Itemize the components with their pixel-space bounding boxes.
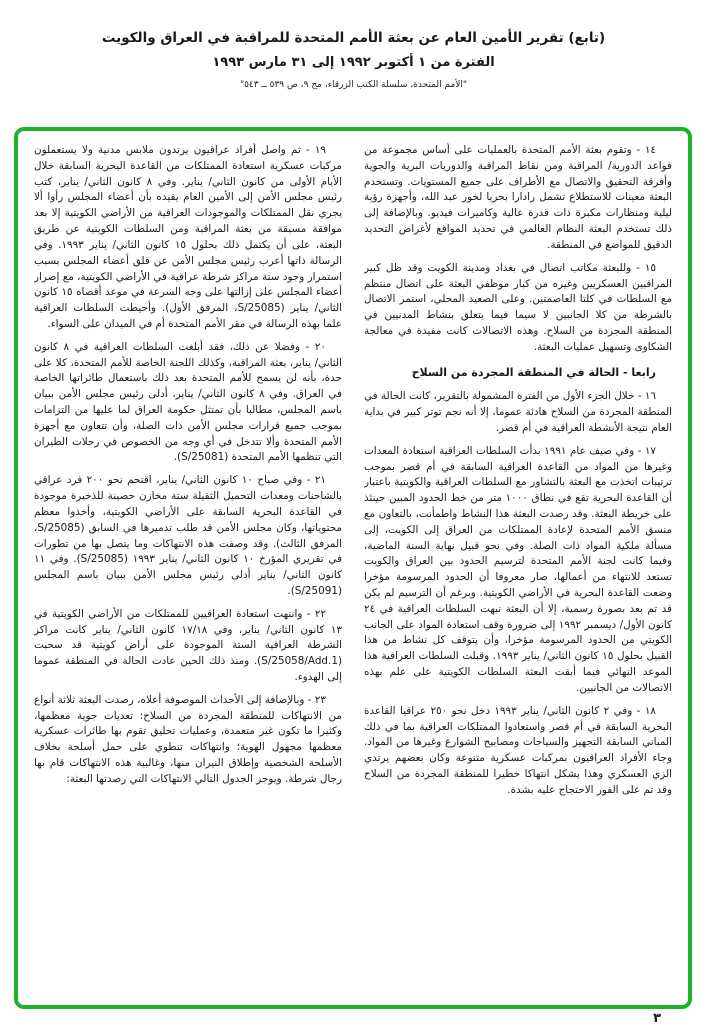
source-citation: "الأمم المتحدة، سلسلة الكتب الزرقاء، مج ٩، ص ٥٣٩ ــ ٥٤٣" [239,80,468,90]
paragraph-23: ٢٣ - وبالإضافة إلى الأحداث الموصوفة أعلاه، رصدت البعثة ثلاثة أنواع من الانتهاكات للمنطقة المجردة من السلاح: تعديات جوية معظمها، وكثيرا ما تكون غير متعمدة، وعمليات تحليق تقوم بها طائرات عسكرية معظمها مجهول الهوية؛ وانتهاكات تنطوي على حمل أسلحة بخلاف الأسلحة الشخصية وإطلاق النيران منها، وغالبية هذه الانتهاكات قام بها رجال شرطة. ويوجز الجدول التالي الانتهاكات التي رصدتها البعثة: [34,693,342,785]
page-number: ٣ [653,1011,661,1026]
paragraph-20: ٢٠ - وفضلا عن ذلك، فقد أبلغت السلطات العراقية في ٨ كانون الثاني/ يناير، بعثة المراقبة، وكذلك اللجنة الخاصة للأمم المتحدة، كلا على حدة، بأنه لن يسمح للأمم المتحدة بعد ذلك باستعمال طائراتها الخاصة في العراق. وفي ٨ كانون الثاني/ يناير، أدلى رئيس مجلس الأمن ببيان باسم المجلس، مطالبا بأن تمتثل حكومة العراق لما عليها من التزامات بموجب جميع قرارات مجلس الأمن ذات الصلة، وأن تتعاون مع أجهزة الأمم المتحدة وألا تتدخل في أي وجه من الخصوص في رحلات الطيران التي تنظمها الأمم المتحدة (S/25081). [34,340,342,464]
paragraph-21: ٢١ - وفي صباح ١٠ كانون الثاني/ يناير، اقتحم نحو ٢٠٠ فرد عراقي بالشاحنات ومعدات التحميل الثقيلة ستة مخازن حصينة للذخيرة موجودة في القاعدة البحرية السابقة على الأراضي الكويتية، وأخذوا معظم محتوياتها، وكان مجلس الأمن قد طلب تدميرها في السابق (S/25085، المرفق الثالث). وقد وصفت هذه الانتهاكات وما يتصل بها من تطورات في تقريري المؤرخ ١٠ كانون الثاني/ يناير ١٩٩٣ (S/25085). وفي ١١ كانون الثاني/ يناير أدلى رئيس مجلس الأمن ببيان باسم المجلس (S/25091). [34,474,342,597]
column-left [34,143,342,995]
green-border-frame [14,127,692,1009]
column-right [364,143,672,995]
report-title: (تابع) تقرير الأمين العام عن بعثة الأمم المتحدة للمراقبة في العراق والكويت [101,30,606,46]
paragraph-19: ١٩ - ثم واصل أفراد عراقيون يرتدون ملابس مدنية ولا يستعملون مركبات عسكرية استعادة الممتلكات من القاعدة البحرية السابقة خلال الأيام الأولى من كانون الثاني/ يناير. وفي ٨ كانون الثاني/ يناير، كتب رئيس مجلس الأمن إلى الأمين العام يفيده بأن أعضاء المجلس رأوا ألا يجري نقل الممتلكات والموجودات العراقية من الأراضي الكويتية إلا بعد موافقة مسبقة من بعثة المراقبة ومن السلطات الكويتية عن طريق البعثة، على أن يكتمل ذلك بحلول ١٥ كانون الثاني/ يناير ١٩٩٣. وفي الرسالة ذاتها أعرب رئيس مجلس الأمن عن قلق أعضاء المجلس بسبب استمرار وجود ستة مراكز شرطة عراقية في الأراضي الكويتية، مع إصرار أعضاء المجلس على إزالتها على وجه السرعة في موعد أقصاه ١٥ كانون الثاني/ يناير (S/25085، المرفق الأول). وأحيطت السلطات العراقية علما بهذه الرسالة في مقر الأمم المتحدة أم في الميدان على السواء. [34,144,342,330]
report-period: الفترة من ١ أكتوبر ١٩٩٢ إلى ٣١ مارس ١٩٩٣ [212,55,495,70]
paragraph-14: ١٤ - وتقوم بعثة الأمم المتحدة بالعمليات على أساس مجموعة من قواعد الدورية/ المراقبة ومن نقاط المراقبة والدوريات البرية والجوية وأفرقة التحقيق والاتصال مع الأطراف على جميع المستويات. وتستخدم البعثة معينات للاستطلاع تشمل رادارا بحريا لخور عبد الله، وأجهزة رؤية ليلية ومنظارات مكبرة ذات قدرة عالية وكاميرات فيديو. وبالإضافة إلى ذلك تستخدم البعثة النظام العالمي في تحديد المواقع لأغراض التحديد الدقيق للمواضع في المنطقة. [364,144,672,251]
paragraph-22: ٢٢ - وانتهت استعادة العراقيين للممتلكات من الأراضي الكويتية في ١٣ كانون الثاني/ يناير، وفي ١٧/١٨ كانون الثاني/ يناير كانت مراكز الشرطة العراقية الستة الموجودة على أراض كويتية قد سحبت (S/25058/Add.1). ومنذ ذلك الحين عادت الحالة في المنطقة عموما إلى الهدوء. [34,607,342,683]
paragraph-18: ١٨ - وفي ٢ كانون الثاني/ يناير ١٩٩٣ دخل نحو ٢٥٠ عراقيا القاعدة البحرية السابقة في أم قصر واستعادوا الممتلكات العراقية بما في ذلك المباني السابقة التجهيز والسياجات ومصابيح الشوارع وغيرها من المواد. وجاء الأفراد العراقيون بمركبات عسكرية متنوعة وكان بعضهم يرتدي الزي العسكري وهذا يشكل انتهاكا خطيرا للمنطقة المجردة من السلاح وقد تم على الفور الاحتجاج عليه بشدة. [364,704,672,796]
paragraph-17: ١٧ - وفي صيف عام ١٩٩١ بدأت السلطات العراقية استعادة المعدات وغيرها من المواد من القاعدة العراقية السابقة في أم قصر بموجب ترتيبات اتخذت مع البعثة بالتشاور مع السلطات العراقية والكويتية باعتبار أن القاعدة البحرية تقع في نطاق ١٠٠٠ متر من خط الحدود المبين حينئذ على خريطة البعثة. وقد رصدت البعثة هذا النشاط واطمأنت، بالتعاون مع منسق الأمم المتحدة لإعادة الممتلكات من العراق إلى الكويت، إلى مسألة ملكية المواد ذات الصلة. وفي نحو قبيل نهاية السنة الماضية، وفيما كانت لجنة الأمم المتحدة لترسيم الحدود بين العراق والكويت تستعد للانتهاء من أعمالها، صار معروفا أن الحدود المرسومة مؤخرا وضعت القاعدة البحرية في الأراضي الكويتية. وبرغم أن الترسيم لم يكن قد تم بعد بصورة رسمية، إلا أن البعثة نبهت السلطات العراقية في ٢٤ كانون الأول/ ديسمبر ١٩٩٢ إلى ضرورة وقف استعادة المواد على الجانب الكويتي من الحدود المرسومة مؤخرا، وأن يتوقف كل نشاط من هذا القبيل بحلول ١٥ كانون الثاني/ يناير ١٩٩٣. وقبلت السلطات العراقية هذا الموعد النهائي فيما أبقت البعثة السلطات الكويتية على علم بهذه الاتصالات من الجانبين. [364,444,672,694]
document-header [0,0,707,90]
paragraph-15: ١٥ - وللبعثة مكاتب اتصال في بغداد ومدينة الكويت وقد ظل كبير المراقبين العسكريين وغيره من كبار موظفي البعثة على اتصال منتظم مع السلطات في كلتا العاصمتين. وعلى الصعيد المحلي، استمر الاتصال بالشرطة من كلا الجانبين لا سيما فيما يتعلق بنشاط المدنيين في المنطقة المجردة من السلاح. وهذه الاتصالات كانت مفيدة في معالجة الشكاوى وتسهيل عمليات البعثة. [364,261,672,353]
section-heading-four: رابعا - الحالة في المنطقة المجردة من السلاح [411,365,656,379]
text-columns [34,143,672,995]
paragraph-16: ١٦ - خلال الجزء الأول من الفترة المشمولة بالتقرير، كانت الحالة في المنطقة المجردة من السلاح هادئة عموما، إلا أنه نجم توتر كبير في بداية العام نتيجة الأنشطة العراقية في أم قصر. [364,390,672,434]
